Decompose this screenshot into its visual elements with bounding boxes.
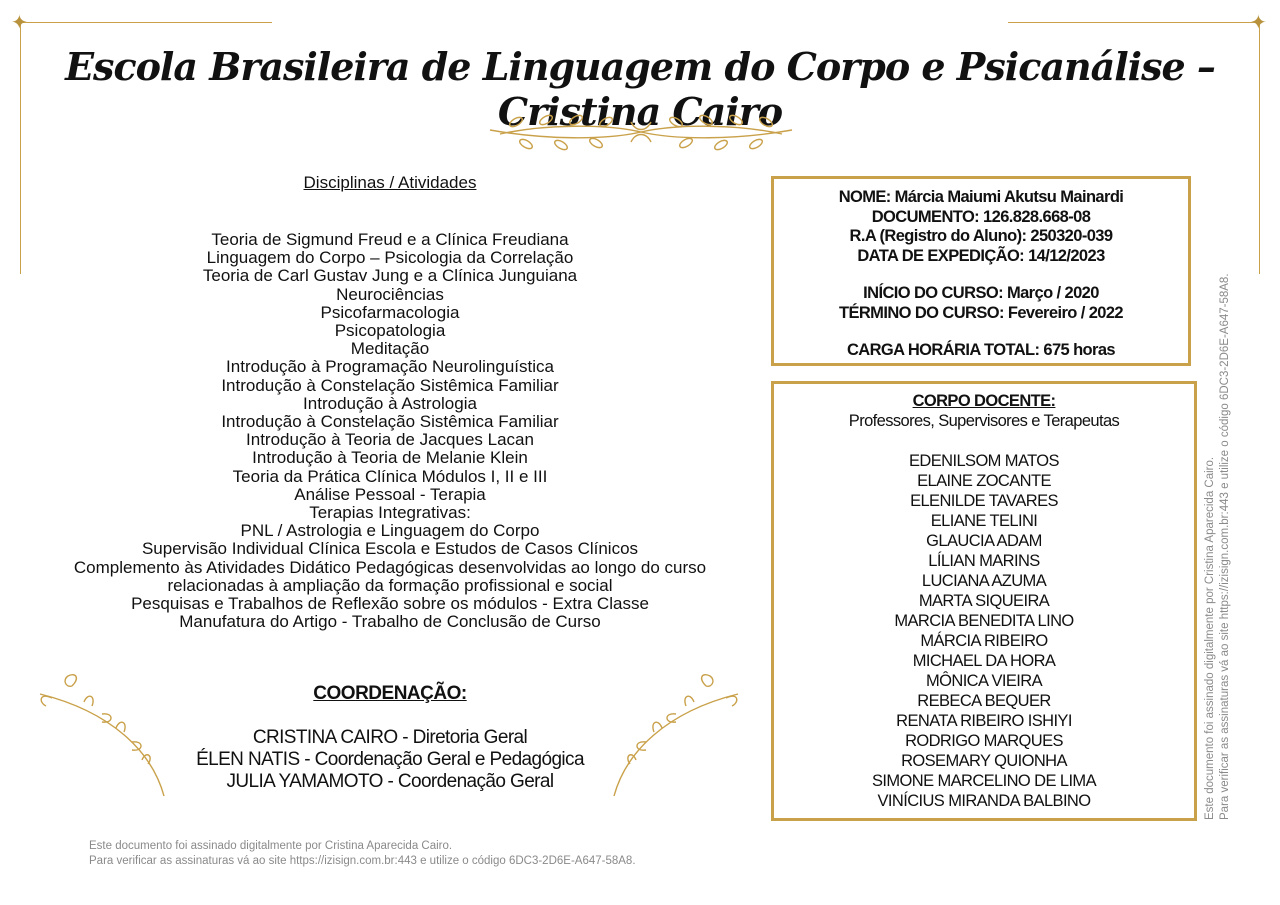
faculty-heading: CORPO DOCENTE:	[912, 392, 1056, 410]
faculty-member: ELENILDE TAVARES	[910, 492, 1058, 510]
signature-line-2: Para verificar as assinaturas vá ao site https://izisign.com.br:443 e utilize o código 6DC3-2D6E-A647-58A8.	[89, 854, 636, 867]
discipline-item: Teoria da Prática Clínica Módulos I, II e III	[232, 466, 548, 486]
discipline-item: Teoria de Sigmund Freud e a Clínica Freudiana	[211, 230, 569, 249]
discipline-item: Supervisão Individual Clínica Escola e Estudos de Casos Clínicos	[141, 539, 639, 559]
signature-line-2-vertical: Para verificar as assinaturas vá ao site https://izisign.com.br:443 e utilize o código 6DC3-2D6E-A647-58A8.	[1218, 273, 1231, 820]
discipline-item: Introdução à Teoria de Melanie Klein	[252, 448, 528, 468]
student-info-box	[771, 176, 1191, 366]
page-title: Escola Brasileira de Linguagem do Corpo e Psicanálise – Cristina Cairo	[65, 44, 1215, 134]
faculty-member: ELAINE ZOCANTE	[917, 472, 1051, 490]
student-document: DOCUMENTO: 126.828.668-08	[871, 207, 1091, 226]
faculty-member: LUCIANA AZUMA	[921, 572, 1047, 590]
faculty-box	[771, 381, 1197, 821]
disciplines-heading: Disciplinas / Atividades	[303, 173, 477, 192]
discipline-item: Manufatura do Artigo - Trabalho de Conclusão de Curso	[179, 612, 601, 632]
discipline-item: relacionadas à ampliação da formação profissional e social	[167, 575, 613, 595]
discipline-item: Análise Pessoal - Terapia	[294, 484, 486, 504]
faculty-subtitle: Professores, Supervisores e Terapeutas	[848, 412, 1120, 430]
total-hours: CARGA HORÁRIA TOTAL: 675 horas	[846, 341, 1116, 359]
faculty-member: MÔNICA VIEIRA	[926, 672, 1042, 690]
laurel-ornament-icon	[486, 110, 796, 154]
coordination-list	[140, 727, 640, 793]
discipline-item: Introdução à Constelação Sistêmica Familiar	[221, 412, 559, 432]
signature-line-1: Este documento foi assinado digitalmente por Cristina Aparecida Cairo.	[89, 840, 453, 852]
discipline-item: Psicopatologia	[334, 321, 446, 341]
discipline-item: PNL / Astrologia e Linguagem do Corpo	[240, 521, 540, 541]
faculty-member: ELIANE TELINI	[930, 512, 1038, 530]
discipline-item: Neurociências	[336, 284, 444, 304]
discipline-item: Psicofarmacologia	[320, 302, 460, 322]
discipline-item: Introdução à Programação Neurolinguística	[226, 357, 554, 377]
coordination-member: ÉLEN NATIS - Coordenação Geral e Pedagógica	[196, 749, 584, 770]
course-end: TÉRMINO DO CURSO: Fevereiro / 2022	[838, 303, 1123, 322]
issue-date: DATA DE EXPEDIÇÃO: 14/12/2023	[857, 246, 1105, 265]
faculty-member: LÍLIAN MARINS	[928, 552, 1040, 570]
discipline-item: Introdução à Teoria de Jacques Lacan	[246, 430, 534, 450]
discipline-item: Introdução à Constelação Sistêmica Familiar	[221, 375, 559, 395]
faculty-member: VINÍCIUS MIRANDA BALBINO	[877, 792, 1091, 810]
faculty-member: GLAUCIA ADAM	[926, 532, 1042, 550]
discipline-item: Meditação	[350, 339, 430, 359]
faculty-member: REBECA BEQUER	[917, 692, 1051, 710]
faculty-member: EDENILSOM MATOS	[909, 452, 1059, 470]
discipline-item: Linguagem do Corpo – Psicologia da Correlação	[206, 248, 574, 268]
faculty-member: MARTA SIQUEIRA	[918, 592, 1050, 610]
discipline-item: Complemento às Atividades Didático Pedagógicas desenvolvidas ao longo do curso	[73, 557, 707, 577]
course-start: INÍCIO DO CURSO: Março / 2020	[863, 284, 1099, 302]
sparkle-icon-left: ✦	[11, 10, 28, 34]
coordination-heading: COORDENAÇÃO:	[313, 683, 467, 704]
faculty-member: MICHAEL DA HORA	[912, 652, 1056, 670]
faculty-member: SIMONE MARCELINO DE LIMA	[872, 772, 1096, 790]
top-right-border-line	[1008, 22, 1260, 23]
faculty-member: RENATA RIBEIRO ISHIYI	[896, 712, 1072, 730]
faculty-member: MÁRCIA RIBEIRO	[920, 632, 1048, 650]
signature-line-1-vertical: Este documento foi assinado digitalmente por Cristina Aparecida Cairo.	[1204, 456, 1216, 820]
top-left-border-line	[20, 22, 272, 23]
student-name: NOME: Márcia Maiumi Akutsu Mainardi	[838, 188, 1124, 206]
discipline-item: Teoria de Carl Gustav Jung e a Clínica Junguiana	[202, 266, 578, 286]
discipline-item: Pesquisas e Trabalhos de Reflexão sobre os módulos - Extra Classe	[131, 594, 649, 614]
faculty-member: ROSEMARY QUIONHA	[901, 752, 1067, 770]
signature-note-footer	[89, 839, 636, 868]
discipline-item: Introdução à Astrologia	[303, 393, 477, 413]
coordination-member: JULIA YAMAMOTO - Coordenação Geral	[226, 771, 554, 792]
faculty-member: RODRIGO MARQUES	[905, 732, 1063, 750]
faculty-member: MARCIA BENEDITA LINO	[894, 612, 1074, 630]
coordination-member: CRISTINA CAIRO - Diretoria Geral	[252, 727, 528, 748]
sparkle-icon-right: ✦	[1250, 10, 1267, 34]
disciplines-list	[40, 231, 740, 631]
signature-note-vertical	[1203, 240, 1232, 820]
student-ra: R.A (Registro do Aluno): 250320-039	[849, 227, 1113, 245]
discipline-item: Terapias Integrativas:	[309, 503, 471, 523]
